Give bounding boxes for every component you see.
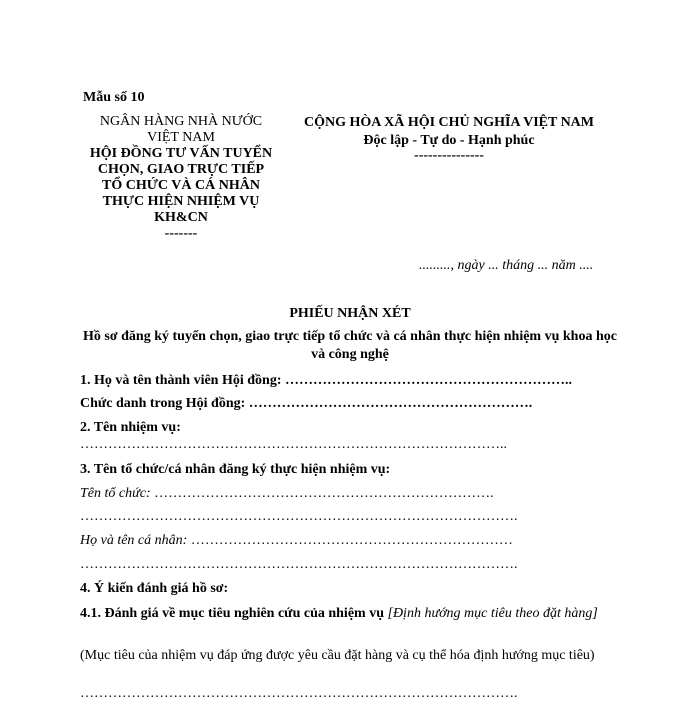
org-name-blank: ……………………………………………………………….: [154, 486, 494, 501]
right-header: [284, 114, 614, 162]
objective-evaluation: [80, 605, 620, 623]
member-name-blank: ……………………………………………………..: [284, 373, 572, 388]
task-name-blank: ………………………………………………………………………………..: [80, 437, 507, 452]
form-number: Mẫu số 10: [83, 90, 145, 105]
objective-blank: ………………………………………………………………………………….: [80, 686, 518, 701]
person-name-line: [80, 533, 513, 549]
council-name-line: THỰC HIỆN NHIỆM VỤ: [102, 194, 260, 209]
council-name-line: CHỌN, GIAO TRỰC TIẾP: [97, 162, 265, 177]
date-line: ........., ngày ... tháng ... năm ....: [419, 258, 594, 273]
objective-label: 4.1. Đánh giá về mục tiêu nghiên cứu của nhiệm vụ: [80, 606, 384, 621]
applicant-label: 3. Tên tổ chức/cá nhân đăng ký thực hiện nhiệm vụ:: [80, 462, 391, 477]
national-motto: Độc lập - Tự do - Hạnh phúc: [363, 133, 535, 148]
document-title: PHIẾU NHẬN XÉT: [289, 306, 411, 321]
person-name-label: Họ và tên cá nhân:: [80, 533, 188, 548]
document-subtitle: Hồ sơ đăng ký tuyển chọn, giao trực tiếp tổ chức và cá nhân thực hiện nhiệm vụ khoa học và công nghệ: [83, 329, 617, 362]
objective-note: (Mục tiêu của nhiệm vụ đáp ứng được yêu cầu đặt hàng và cụ thể hóa định hướng mục tiêu): [80, 648, 595, 663]
person-name-blank-2: ………………………………………………………………………………….: [80, 557, 518, 572]
member-name-line: [80, 373, 572, 389]
org-name-label: Tên tổ chức:: [80, 486, 151, 501]
council-name-line: HỘI ĐỒNG TƯ VẤN TUYỂN: [89, 146, 273, 161]
org-name-blank-2: ………………………………………………………………………………….: [80, 509, 518, 524]
member-position-line: [80, 396, 532, 412]
member-position-blank: …………………………………………………….: [248, 396, 533, 411]
member-position-label: Chức danh trong Hội đồng:: [80, 396, 246, 411]
nation-name: CỘNG HÒA XÃ HỘI CHỦ NGHĨA VIỆT NAM: [303, 115, 594, 130]
left-header-divider: -------: [164, 226, 198, 241]
org-name-line2: VIỆT NAM: [147, 130, 215, 145]
task-name-label: 2. Tên nhiệm vụ:: [80, 420, 181, 435]
org-name-line1: NGÂN HÀNG NHÀ NƯỚC: [99, 114, 263, 129]
objective-hint: [Định hướng mục tiêu theo đặt hàng]: [387, 606, 598, 621]
right-header-divider: ---------------: [414, 148, 484, 163]
council-name-line: TỔ CHỨC VÀ CÁ NHÂN: [102, 178, 260, 193]
evaluation-label: 4. Ý kiến đánh giá hồ sơ:: [80, 581, 229, 596]
member-name-label: 1. Họ và tên thành viên Hội đồng:: [80, 373, 282, 388]
org-name-line: [80, 486, 494, 502]
council-name-line: KH&CN: [154, 210, 208, 225]
person-name-blank: ……………………………………………………………: [190, 533, 513, 548]
left-header: [80, 114, 282, 242]
